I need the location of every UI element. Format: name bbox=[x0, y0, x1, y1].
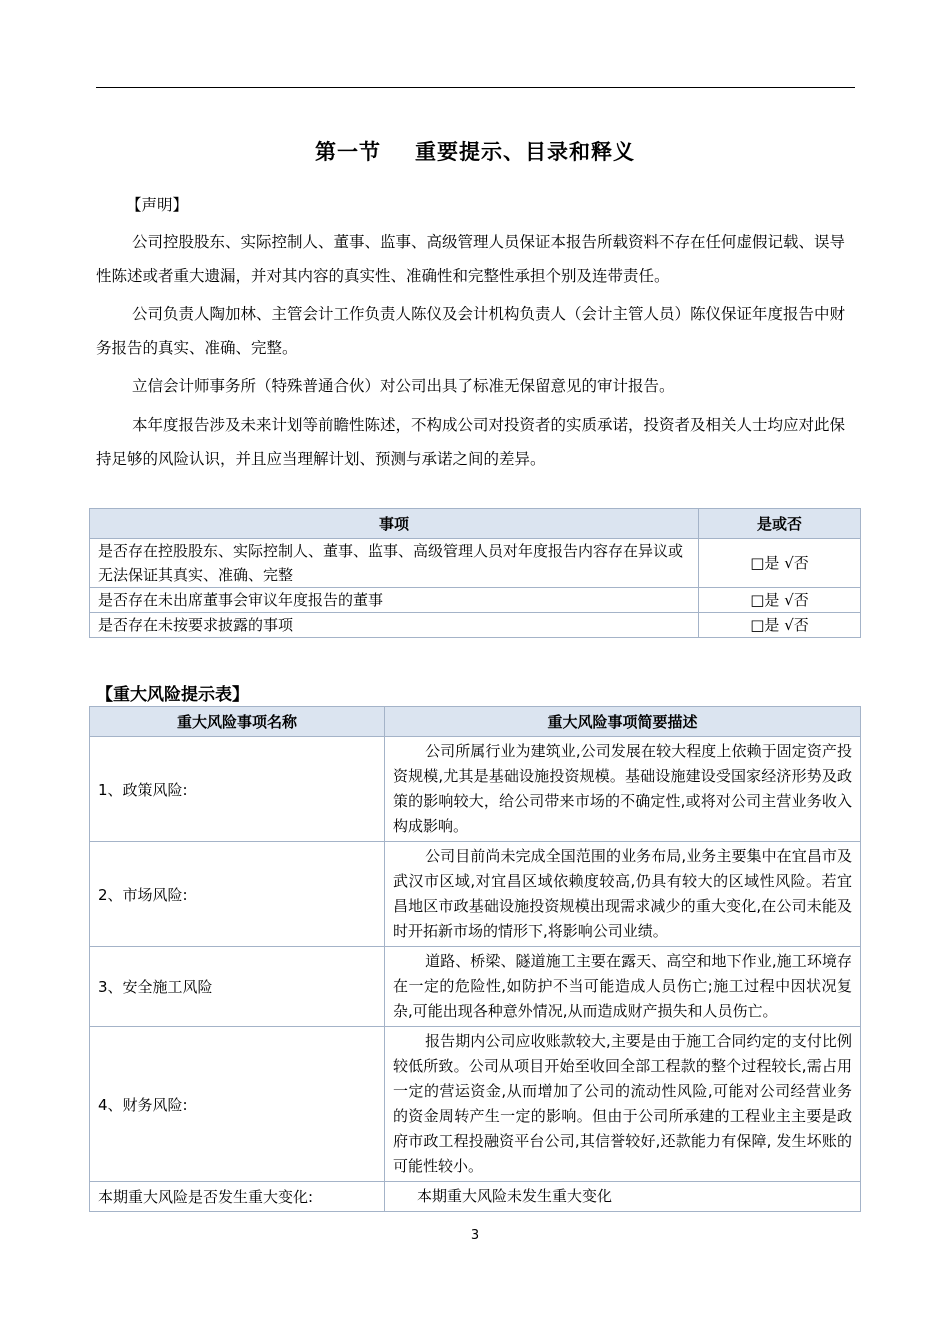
header-rule bbox=[96, 87, 855, 88]
risk-description: 道路、桥梁、隧道施工主要在露天、高空和地下作业,施工环境存在一定的危险性,如防护不当可能造成人员伤亡;施工过程中因状况复杂,可能出现各种意外情况,从而造成财产损失和人员伤亡。 bbox=[385, 947, 861, 1027]
table-row bbox=[90, 613, 861, 638]
paragraph: 公司控股股东、实际控制人、董事、监事、高级管理人员保证本报告所载资料不存在任何虚假记载、误导性陈述或者重大遗漏，并对其内容的真实性、准确性和完整性承担个别及连带责任。 bbox=[96, 233, 846, 285]
confirmation-table bbox=[89, 508, 861, 638]
risk-name: 4、财务风险: bbox=[90, 1027, 385, 1182]
column-header: 重大风险事项名称 bbox=[90, 707, 385, 737]
risk-change-label: 本期重大风险是否发生重大变化: bbox=[90, 1182, 385, 1212]
item-cell: 是否存在未出席董事会审议年度报告的董事 bbox=[90, 588, 699, 613]
answer-cell: □是 √否 bbox=[699, 613, 861, 638]
column-header: 重大风险事项简要描述 bbox=[385, 707, 861, 737]
section-heading: 重要提示、目录和释义 bbox=[415, 140, 635, 164]
risk-description: 公司所属行业为建筑业,公司发展在较大程度上依赖于固定资产投资规模,尤其是基础设施投资规模。基础设施建设受国家经济形势及政策的影响较大，给公司带来市场的不确定性,或将对公司主营业务收入构成影响。 bbox=[385, 737, 861, 842]
column-header: 是或否 bbox=[699, 509, 861, 539]
risk-table-heading: 【重大风险提示表】 bbox=[96, 685, 249, 705]
paragraph: 本年度报告涉及未来计划等前瞻性陈述，不构成公司对投资者的实质承诺，投资者及相关人士均应对此保持足够的风险认识，并且应当理解计划、预测与承诺之间的差异。 bbox=[96, 416, 846, 468]
table-row bbox=[90, 1182, 861, 1212]
risk-name: 1、政策风险: bbox=[90, 737, 385, 842]
risk-description: 报告期内公司应收账款较大,主要是由于施工合同约定的支付比例较低所致。公司从项目开始至收回全部工程款的整个过程较长,需占用一定的营运资金,从而增加了公司的流动性风险,可能对公司经营业务的资金周转产生一定的影响。但由于公司所承建的工程业主主要是政府市政工程投融资平台公司,其信誉较好,还款能力有保障, 发生坏账的可能性较小。 bbox=[385, 1027, 861, 1182]
section-title bbox=[0, 136, 950, 166]
table-row bbox=[90, 1027, 861, 1182]
item-cell: 是否存在未按要求披露的事项 bbox=[90, 613, 699, 638]
risk-name: 3、安全施工风险 bbox=[90, 947, 385, 1027]
paragraph: 立信会计师事务所（特殊普通合伙）对公司出具了标准无保留意见的审计报告。 bbox=[132, 377, 675, 395]
table-row bbox=[90, 947, 861, 1027]
risk-table bbox=[89, 706, 861, 1212]
risk-change-value: 本期重大风险未发生重大变化 bbox=[385, 1182, 861, 1212]
page-number: 3 bbox=[470, 1228, 480, 1243]
risk-name: 2、市场风险: bbox=[90, 842, 385, 947]
item-cell: 是否存在控股股东、实际控制人、董事、监事、高级管理人员对年度报告内容存在异议或无法保证其真实、准确、完整 bbox=[90, 539, 699, 588]
risk-description: 公司目前尚未完成全国范围的业务布局,业务主要集中在宜昌市及武汉市区域,对宜昌区域依赖度较高,仍具有较大的区域性风险。若宜昌地区市政基础设施投资规模出现需求减少的重大变化,在公司未能及时开拓新市场的情形下,将影响公司业绩。 bbox=[385, 842, 861, 947]
table-row bbox=[90, 737, 861, 842]
answer-cell: □是 √否 bbox=[699, 588, 861, 613]
statement-label: 【声明】 bbox=[126, 196, 189, 214]
answer-cell: □是 √否 bbox=[699, 539, 861, 588]
column-header: 事项 bbox=[90, 509, 699, 539]
paragraph: 公司负责人陶加林、主管会计工作负责人陈仪及会计机构负责人（会计主管人员）陈仪保证年度报告中财务报告的真实、准确、完整。 bbox=[96, 305, 846, 357]
section-number: 第一节 bbox=[315, 140, 381, 164]
table-row bbox=[90, 842, 861, 947]
table-row bbox=[90, 588, 861, 613]
table-row bbox=[90, 539, 861, 588]
